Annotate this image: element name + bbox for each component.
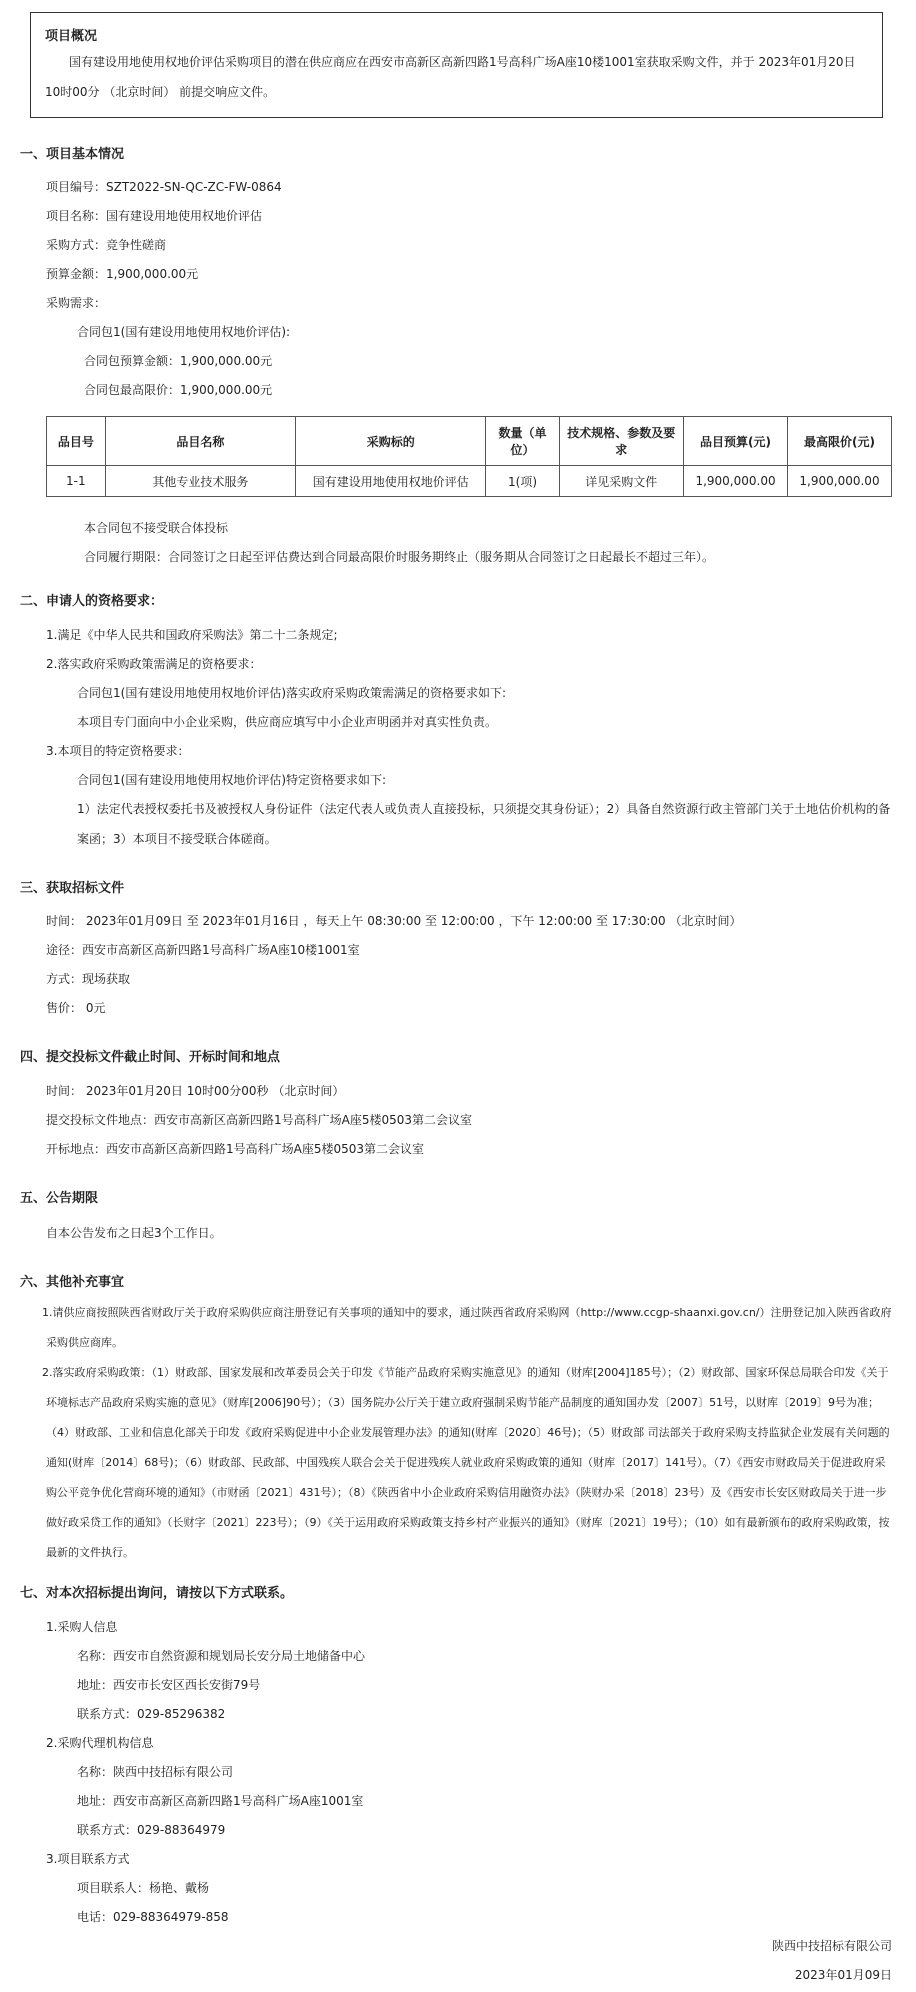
overview-title: 项目概况 xyxy=(45,29,98,44)
budget-amount: 预算金额：1,900,000.00元 xyxy=(46,267,199,281)
project-name: 项目名称：国有建设用地使用权地价评估 xyxy=(46,209,263,223)
cell-item-name: 其他专业技术服务 xyxy=(105,466,295,497)
req-2a: 合同包1(国有建设用地使用权地价评估)落实政府采购政策需满足的资格要求如下: xyxy=(77,686,507,700)
submit-place: 提交投标文件地点：西安市高新区高新四路1号高科广场A座5楼0503第二会议室 xyxy=(46,1113,473,1127)
contact-phone: 电话：029-88364979-858 xyxy=(77,1910,229,1924)
no-consortium-note: 本合同包不接受联合体投标 xyxy=(84,521,229,535)
col-item-budget: 品目预算(元) xyxy=(684,417,788,466)
obtain-mode: 方式：现场获取 xyxy=(46,972,131,986)
cell-quantity: 1(项) xyxy=(486,466,559,497)
buyer-heading: 1.采购人信息 xyxy=(46,1620,118,1634)
package-budget: 合同包预算金额：1,900,000.00元 xyxy=(84,354,273,368)
col-subject: 采购标的 xyxy=(296,417,486,466)
req-1: 1.满足《中华人民共和国政府采购法》第二十二条规定; xyxy=(46,628,338,642)
obtain-time: 时间： 2023年01月09日 至 2023年01月16日 ，每天上午 08:30:00 至 12:00:00 ，下午 12:00:00 至 17:30:00 （北京时间） xyxy=(46,914,742,928)
table-header-row xyxy=(47,417,892,466)
contact-heading: 3.项目联系方式 xyxy=(46,1852,130,1866)
contract-period: 合同履行期限：合同签订之日起至评估费达到合同最高限价时服务期终止（服务期从合同签订之日起最长不超过三年）。 xyxy=(84,550,715,564)
document-price: 售价： 0元 xyxy=(46,1001,106,1015)
overview-box xyxy=(30,12,883,118)
section-3-heading: 三、获取招标文件 xyxy=(20,881,125,896)
obtain-place: 途径：西安市高新区高新四路1号高科广场A座10楼1001室 xyxy=(46,943,360,957)
agent-name: 名称：陕西中技招标有限公司 xyxy=(77,1765,234,1779)
agent-heading: 2.采购代理机构信息 xyxy=(46,1736,154,1750)
section-4-heading: 四、提交投标文件截止时间、开标时间和地点 xyxy=(20,1050,281,1065)
deadline-time: 时间： 2023年01月20日 10时00分00秒 （北京时间） xyxy=(46,1084,345,1098)
agent-contact: 联系方式：029-88364979 xyxy=(77,1823,226,1837)
cell-item-no: 1-1 xyxy=(47,466,106,497)
table-row xyxy=(47,466,892,497)
buyer-contact: 联系方式：029-85296382 xyxy=(77,1707,226,1721)
section-5-heading: 五、公告期限 xyxy=(20,1191,99,1206)
opening-place: 开标地点：西安市高新区高新四路1号高科广场A座5楼0503第二会议室 xyxy=(46,1142,425,1156)
buyer-address: 地址：西安市长安区西长安街79号 xyxy=(77,1678,261,1692)
contact-person: 项目联系人：杨艳、戴杨 xyxy=(77,1881,210,1895)
req-2b: 本项目专门面向中小企业采购，供应商应填写中小企业声明函并对真实性负责。 xyxy=(77,715,498,729)
col-max-price: 最高限价(元) xyxy=(788,417,892,466)
req-3b: 1）法定代表授权委托书及被授权人身份证件（法定代表人或负责人直接投标，只须提交其身份证）；2）具备自然资源行政主管部门关于土地估价机构的备案函；3）本项目不接受联合体磋商。 xyxy=(77,802,891,846)
package-title: 合同包1(国有建设用地使用权地价评估): xyxy=(77,325,291,339)
col-quantity: 数量（单位） xyxy=(486,417,559,466)
agent-address: 地址：西安市高新区高新四路1号高科广场A座1001室 xyxy=(77,1794,364,1808)
section-1-heading: 一、项目基本情况 xyxy=(20,147,125,162)
procurement-method: 采购方式：竞争性磋商 xyxy=(46,238,167,252)
package-max-price: 合同包最高限价：1,900,000.00元 xyxy=(84,383,273,397)
overview-body: 国有建设用地使用权地价评估采购项目的潜在供应商应在西安市高新区高新四路1号高科广场A座10楼1001室获取采购文件，并于 2023年01月20日 10时00分 （北京时间） 前提交响应文件。 xyxy=(45,55,856,99)
supplement-1: 1.请供应商按照陕西省财政厅关于政府采购供应商注册登记有关事项的通知中的要求，通过陕西省政府采购网（http://www.ccgp-shaanxi.gov.cn/）注册登记加入陕西省政府采购供应商库。 xyxy=(42,1306,892,1349)
col-item-name: 品目名称 xyxy=(105,417,295,466)
project-number: 项目编号：SZT2022-SN-QC-ZC-FW-0864 xyxy=(46,180,282,194)
issue-date: 2023年01月09日 xyxy=(794,1968,892,1982)
supplement-2: 2.落实政府采购政策：（1）财政部、国家发展和改革委员会关于印发《节能产品政府采购实施意见》的通知（财库[2004]185号）；（2）财政部、国家环保总局联合印发《关于环境标志产品政府采购实施的意见》（财库[2006]90号）；（3）国务院办公厅关于建立政府强制采购节能产品制度的通知国办发〔2007〕51号，以财库〔2019〕9号为准；（4）财政部、工业和信息化部关于印发《政府采购促进中小企业发展管理办法》的通知(财库〔2020〕46号)；（5）财政部 司法部关于政府采购支持监狱企业发展有关问题的通知(财库〔2014〕68号)；（6）财政部、民政部、中国残疾人联合会关于促进残疾人就业政府采购政策的通知（财库〔2017〕141号）。（7）《西安市财政局关于促进政府采购公平竞争优化营商环境的通知》（市财函〔2021〕431号）；（8）《陕西省中小企业政府采购信用融资办法》（陕财办采〔2018〕23号）及《西安市长安区财政局关于进一步做好政采贷工作的通知》（长财字〔2021〕223号）；（9）《关于运用政府采购政策支持乡村产业振兴的通知》（财库〔2021〕19号）；（10）如有最新颁布的政府采购政策，按最新的文件执行。 xyxy=(42,1366,890,1559)
section-6-heading: 六、其他补充事宜 xyxy=(20,1275,125,1290)
announcement-period: 自本公告发布之日起3个工作日。 xyxy=(46,1226,222,1240)
req-2: 2.落实政府采购政策需满足的资格要求： xyxy=(46,657,262,671)
procurement-demand: 采购需求： xyxy=(46,296,107,310)
col-item-no: 品目号 xyxy=(47,417,106,466)
cell-specs: 详见采购文件 xyxy=(559,466,684,497)
req-3: 3.本项目的特定资格要求： xyxy=(46,744,190,758)
issuer-name: 陕西中技招标有限公司 xyxy=(771,1939,892,1953)
col-specs: 技术规格、参数及要求 xyxy=(559,417,684,466)
items-table xyxy=(46,416,892,497)
req-3a: 合同包1(国有建设用地使用权地价评估)特定资格要求如下: xyxy=(77,773,387,787)
section-2-heading: 二、申请人的资格要求： xyxy=(20,594,164,609)
cell-item-budget: 1,900,000.00 xyxy=(684,466,788,497)
buyer-name: 名称：西安市自然资源和规划局长安分局土地储备中心 xyxy=(77,1649,366,1663)
section-7-heading: 七、对本次招标提出询问，请按以下方式联系。 xyxy=(20,1586,294,1601)
cell-max-price: 1,900,000.00 xyxy=(788,466,892,497)
cell-subject: 国有建设用地使用权地价评估 xyxy=(296,466,486,497)
